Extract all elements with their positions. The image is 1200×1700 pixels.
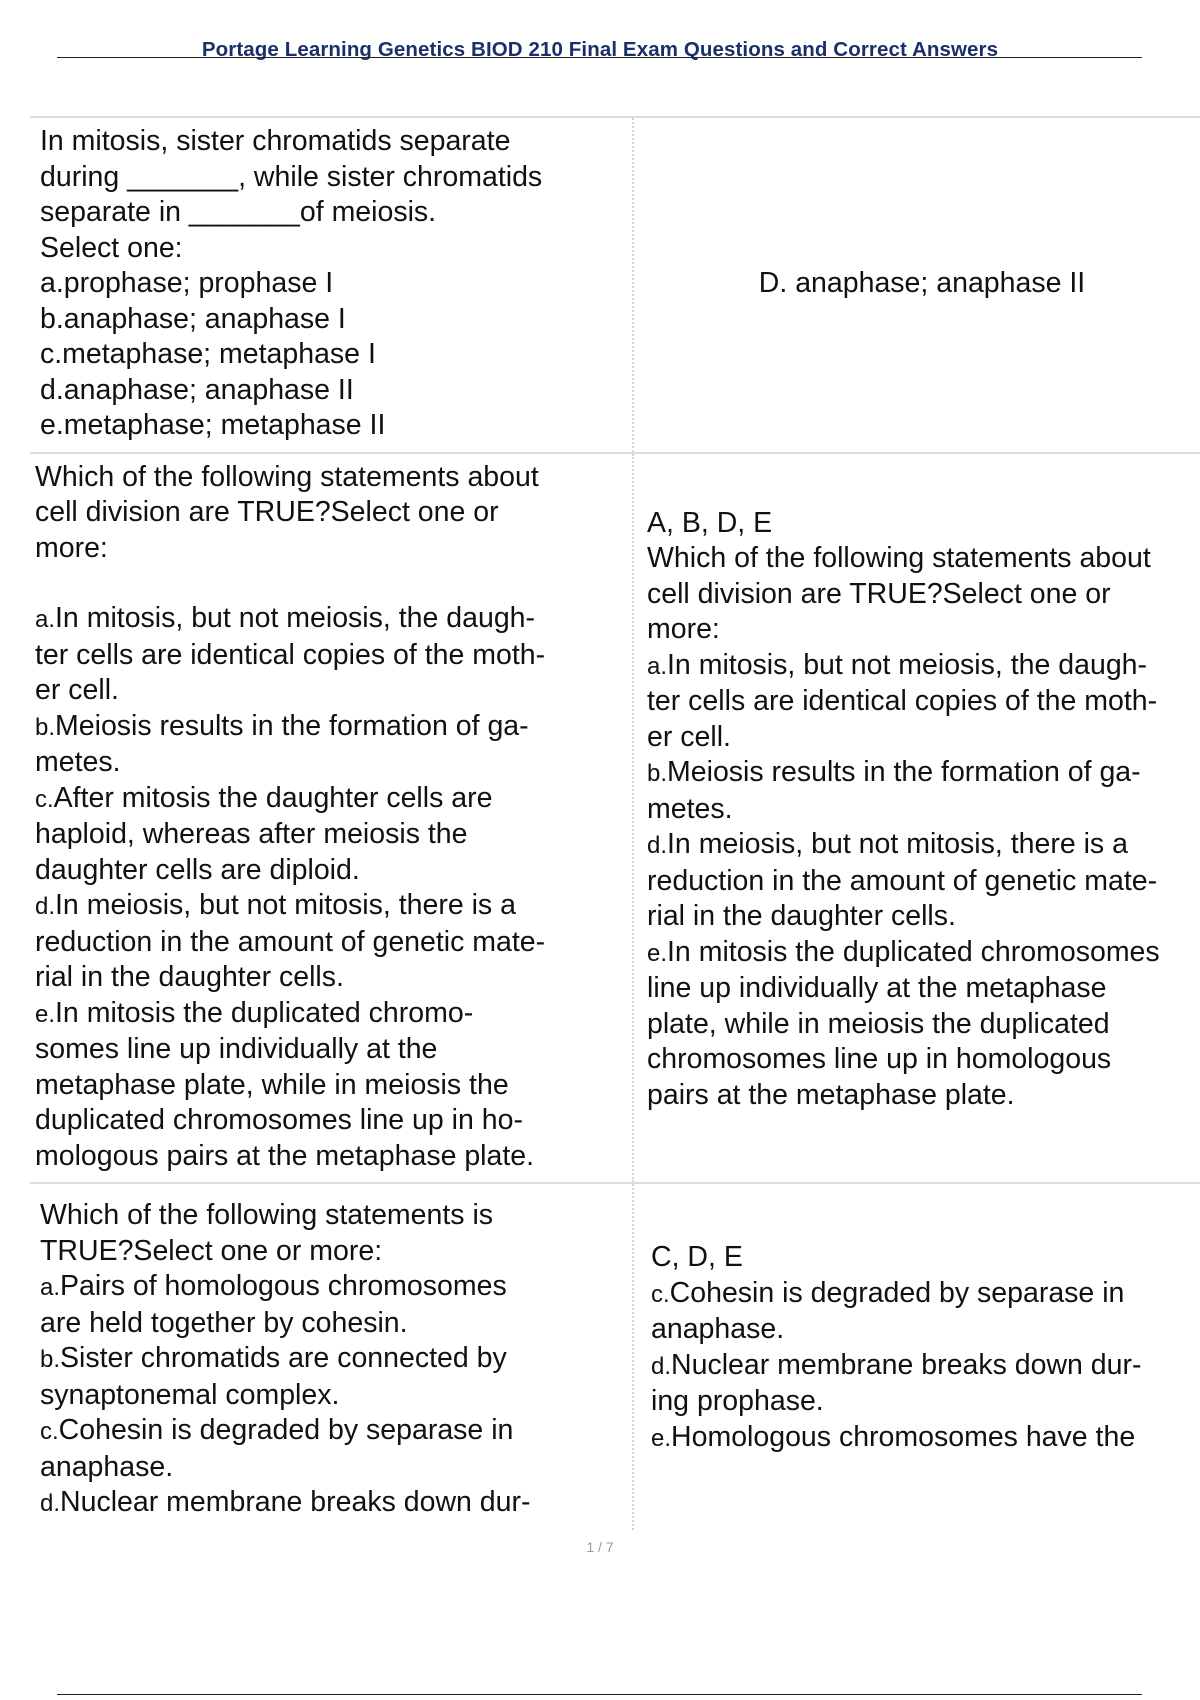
answer-3-option-d: d.Nuclear membrane breaks down dur- ing prophase.: [651, 1348, 1142, 1417]
question-2-option-a: a.In mitosis, but not meiosis, the daugh- ter cells are identical copies of the moth- er cell.: [35, 602, 546, 706]
header-rule: [57, 57, 1142, 58]
answer-key-2: A, B, D, E: [647, 506, 773, 539]
answer-2-option-d: d.In meiosis, but not mitosis, there is a reduction in the amount of genetic mate- rial in the daughter cells.: [647, 828, 1158, 932]
question-3-option-a: a.Pairs of homologous chromosomes are held together by cohesin.: [40, 1270, 507, 1339]
answer-2-option-b: b.Meiosis results in the formation of ga- metes.: [647, 756, 1141, 825]
question-3-option-c: c.Cohesin is degraded by separase in anaphase.: [40, 1414, 514, 1483]
document-title: Portage Learning Genetics BIOD 210 Final Exam Questions and Correct Answers: [201, 38, 999, 61]
question-3-option-d: d.Nuclear membrane breaks down dur-: [40, 1486, 531, 1518]
answer-cell-1: [633, 117, 1200, 453]
question-cell-3: [30, 1183, 633, 1530]
question-text-1: In mitosis, sister chromatids separate during _______, while sister chromatids separate in _______of meiosis. Select one:: [40, 125, 543, 264]
question-1-option-b: b.anaphase; anaphase I: [40, 302, 346, 335]
answer-cell-3: [633, 1183, 1200, 1530]
answer-3-option-c: c.Cohesin is degraded by separase in anaphase.: [651, 1276, 1125, 1345]
question-1-option-e: e.metaphase; metaphase II: [40, 409, 386, 441]
qa-table: [30, 116, 1200, 1530]
question-1-option-a: a.prophase; prophase I: [40, 267, 334, 299]
answer-text-1: D. anaphase; anaphase II: [758, 267, 1086, 299]
question-2-option-b: b.Meiosis results in the formation of ga- metes.: [35, 709, 529, 778]
question-2-spacer: [35, 566, 628, 601]
answer-2-option-e: e.In mitosis the duplicated chromosomes line up individually at the metaphase plate, while in meiosis the duplicated chromosomes line up in homologous pairs at the metaphase plate.: [647, 935, 1160, 1111]
qa-row-3: [30, 1183, 1200, 1530]
question-2-option-c: c.After mitosis the daughter cells are haploid, whereas after meiosis the daughter cells are diploid.: [35, 781, 493, 886]
question-2-option-d: d.In meiosis, but not mitosis, there is a reduction in the amount of genetic mate- rial in the daughter cells.: [35, 889, 546, 993]
question-text-3: Which of the following statements is TRUE?Select one or more:: [40, 1199, 494, 1267]
question-cell-1: [30, 117, 633, 453]
footer-rule: [57, 1694, 1142, 1695]
page-number: 1 / 7: [586, 1539, 614, 1555]
answer-cell-2: [633, 453, 1200, 1184]
question-cell-2: [30, 453, 633, 1184]
answer-key-3: C, D, E: [651, 1241, 743, 1273]
question-text-2: Which of the following statements about cell division are TRUE?Select one or more:: [35, 460, 539, 564]
question-2-option-e: e.In mitosis the duplicated chromo- somes line up individually at the metaphase plate, while in meiosis the duplicated chromosomes line up in ho- mologous pairs at the metaphase plate.: [35, 996, 535, 1172]
answer-question-text-2: Which of the following statements about cell division are TRUE?Select one or more:: [647, 542, 1151, 645]
qa-row-1: [30, 117, 1200, 453]
question-3-option-b: b.Sister chromatids are connected by synaptonemal complex.: [40, 1342, 507, 1411]
answer-3-option-e: e.Homologous chromosomes have the: [651, 1420, 1136, 1453]
qa-row-2: [30, 453, 1200, 1184]
question-1-option-c: c.metaphase; metaphase I: [40, 338, 376, 370]
question-1-option-d: d.anaphase; anaphase II: [40, 373, 354, 406]
answer-2-option-a: a.In mitosis, but not meiosis, the daugh- ter cells are identical copies of the moth- er cell.: [647, 648, 1158, 753]
